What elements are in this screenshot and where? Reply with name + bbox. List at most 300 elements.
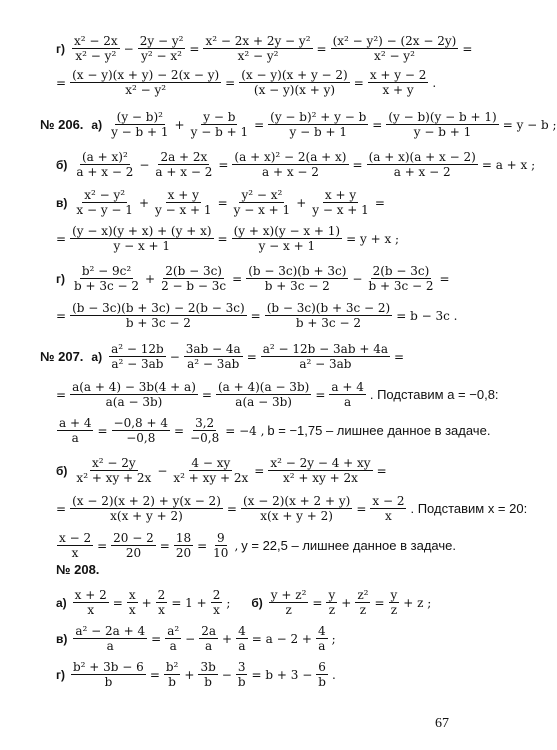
numerator: y [328,588,336,602]
denominator: x² − y² [75,49,117,63]
numerator: (x − y)(x + y − 2) [241,68,348,82]
numerator: (b − 3c)(b + 3c − 2) [266,301,391,315]
numerator: 2 [212,588,221,602]
operator: = [197,538,208,553]
fraction [74,150,135,179]
denominator: b [168,675,176,689]
denominator: 10 [213,546,229,560]
denominator: a + x − 2 [155,165,213,179]
fraction [355,588,370,617]
numerator: x [128,588,136,602]
operator: + [141,595,152,610]
operator: = [174,423,185,438]
denominator: a² − 3ab [187,357,240,371]
fraction [127,588,138,617]
numerator: (x − 2)(x + 2 + y) [242,494,351,508]
denominator: y − b + 1 [190,125,249,139]
denominator: b [104,675,113,689]
denominator: b + 3c − 2 [264,279,330,293]
fraction [189,110,250,139]
fraction [216,380,311,409]
numerator: x² − 2y − 4 + xy [270,456,371,470]
numerator: 20 − 2 [113,531,154,545]
fraction [268,110,368,139]
denominator: z [390,603,398,617]
denominator: x − y − 1 [76,203,133,217]
denominator: b [318,675,326,689]
operator: = [56,387,67,402]
problem-208-heading [56,562,103,577]
math-expression [56,224,399,253]
fraction [70,224,213,253]
explanation-text: y = 22,5 – лишнее данное в задаче. [241,538,456,553]
fraction [165,624,181,653]
problem-207-a-line-2 [56,380,499,409]
problem-205-g-line-1 [56,34,472,63]
operator: = [312,595,323,610]
math-expression [56,301,457,330]
operator: = y + x ; [346,231,400,246]
numerator: b² [165,660,179,674]
fraction [72,264,141,293]
fraction [246,264,348,293]
operator: = [316,41,327,56]
numerator: 18 [175,531,192,545]
item-label: б) [56,157,68,172]
operator: + [222,631,233,646]
denominator: a [106,639,114,653]
numerator: x² − y² [84,188,126,202]
numerator: 3,2 [195,416,215,430]
numerator: (x − 2)(x + 2) + y(x − 2) [72,494,221,508]
numerator: a² − 2a + 4 [75,624,146,638]
operator: − [185,631,196,646]
numerator: (b − 3c)(b + 3c) − 2(b − 3c) [72,301,245,315]
problem-206-b [56,150,535,179]
numerator: −0,8 + 4 [113,416,169,430]
fraction [268,456,372,485]
explanation-text: . Подставим x = 20: [410,501,528,516]
operator: + [296,195,307,210]
fraction [370,494,406,523]
operator: = [254,117,265,132]
fraction [57,416,93,445]
operator: = [201,387,212,402]
operator: = [372,117,383,132]
operator: = [356,501,367,516]
math-expression [73,456,386,485]
fraction [366,264,435,293]
denominator: a(a − 3b) [105,395,163,409]
denominator: a [169,639,177,653]
denominator: a [205,639,213,653]
operator: = [149,667,160,682]
operator: = [232,271,243,286]
denominator: x(x + y + 2) [110,509,183,523]
math-expression [108,342,404,371]
fraction [184,342,243,371]
item-label: г) [56,271,65,286]
item-label: а) [91,349,103,364]
fraction [109,342,166,371]
denominator: b + 3c − 2 [74,279,140,293]
fraction [73,588,109,617]
operator: . [331,667,336,682]
denominator: a [71,431,79,445]
operator: = [217,231,228,246]
fraction [232,150,348,179]
numerator: (b − 3c)(b + 3c) [248,264,347,278]
operator: = [374,595,385,610]
numerator: 3ab − 4a [185,342,241,356]
operator: = [56,501,67,516]
denominator: (x − y)(x + y) [253,83,336,97]
operator: ; [226,595,231,610]
fraction [156,588,168,617]
problem-number: № 206. [40,117,84,132]
denominator: y − b + 1 [413,125,472,139]
operator: = [151,631,162,646]
numerator: x − 2 [372,494,405,508]
denominator: a + x − 2 [76,165,134,179]
denominator: x [385,509,392,523]
denominator: x(x + y + 2) [260,509,333,523]
problem-207-b-line-2 [56,494,527,523]
operator: ; [331,631,336,646]
operator: = [56,75,67,90]
numerator: (a + x)² [82,150,128,164]
item-label: б) [56,463,68,478]
numerator: 3b [200,660,216,674]
operator: = [97,423,108,438]
explanation-text: b = −1,75 – лишнее данное в задаче. [267,423,491,438]
operator: = y − b ; [502,117,557,132]
fraction [153,188,214,217]
numerator: 2y − y² [139,34,184,48]
numerator: a² − 12b − 3ab + 4a [262,342,388,356]
operator: = a − 2 + [251,631,312,646]
fraction [164,660,181,689]
numerator: z² [357,588,369,602]
fraction [72,34,120,63]
operator: + [184,667,195,682]
denominator: z [285,603,292,617]
problem-207-a-line-3 [56,416,490,445]
denominator: −0,8 [190,431,220,445]
numerator: (a + x)(a + x − 2) [368,150,476,164]
operator: − [221,667,232,682]
math-expression [108,110,557,139]
fraction [70,494,223,523]
problem-208-g [56,660,336,689]
numerator: (x − y)(x + y) − 2(x − y) [72,68,220,82]
denominator: z [328,603,336,617]
fraction [153,150,214,179]
math-expression [56,531,456,560]
operator: = [56,231,67,246]
operator: − [352,271,363,286]
operator: , [234,538,239,553]
fraction [310,188,371,217]
denominator: a + x − 2 [393,165,451,179]
problem-207-b-line-3 [56,531,456,560]
operator: = [225,75,236,90]
operator: + [174,117,185,132]
numerator: a + 4 [331,380,364,394]
fraction [70,301,247,330]
denominator: y − x + 1 [258,239,316,253]
denominator: x² + xy + 2x [283,471,358,485]
operator: + [138,195,149,210]
numerator: a² [167,624,180,638]
denominator: x + y [382,83,414,97]
fraction [198,660,217,689]
denominator: b + 3c − 2 [125,316,191,330]
fraction [265,301,393,330]
denominator: x² + xy + 2x [173,471,249,485]
denominator: y − b + 1 [289,125,347,139]
problem-206-v-line-1 [56,188,385,217]
fraction [71,660,146,689]
denominator: x [128,603,136,617]
problem-207-b-line-1 [56,456,387,485]
fraction [211,531,230,560]
operator: = [250,308,261,323]
numerator: x + y − 2 [369,68,427,82]
operator: − [157,463,168,478]
fraction [203,34,312,63]
problem-206-v-line-2 [56,224,399,253]
operator: = [254,463,265,478]
operator: = [159,538,170,553]
operator: + z ; [403,595,432,610]
numerator: 4 [317,624,326,638]
operator: + [341,595,352,610]
item-label: б) [251,595,263,610]
item-label: г) [56,667,65,682]
operator: − [123,41,134,56]
denominator: 20 [125,546,142,560]
fraction [269,588,309,617]
math-expression [56,624,336,653]
operator: = [246,349,257,364]
fraction [70,68,221,97]
operator: = [352,157,363,172]
operator: = [376,463,387,478]
math-expression [56,380,499,409]
numerator: 2(b − 3c) [372,264,430,278]
fraction [331,34,459,63]
fraction [236,660,248,689]
problem-number: № 207. [40,349,84,364]
denominator: y − x + 1 [312,203,369,217]
denominator: −0,8 [126,431,156,445]
fraction [138,34,186,63]
denominator: y − x + 1 [233,203,291,217]
math-expression [56,416,490,445]
denominator: z [359,603,367,617]
numerator: (y + x)(y − x + 1) [233,224,341,238]
fraction [329,380,365,409]
fraction [368,68,429,97]
denominator: x² + xy + 2x [76,471,152,485]
operator: = [462,41,473,56]
fraction [261,342,390,371]
operator: = [112,595,123,610]
denominator: a [344,395,352,409]
fraction [73,624,147,653]
fraction [386,110,498,139]
math-expression [56,660,336,689]
denominator: x [158,603,165,617]
numerator: y [390,588,398,602]
problem-205-g-line-2 [56,68,436,97]
numerator: y − b [203,110,236,124]
math-expression [56,588,431,617]
denominator: a² − 3ab [299,357,352,371]
numerator: 2(b − 3c) [165,264,222,278]
operator: = [374,195,385,210]
math-expression [56,494,527,523]
fraction [232,224,343,253]
fraction [389,588,400,617]
problem-number: № 208. [56,562,100,577]
operator: = [189,41,200,56]
numerator: (y − x)(y + x) + (y + x) [72,224,212,238]
operator: − [169,349,180,364]
numerator: (y − b)² + y − b [270,110,367,124]
item-label: в) [56,631,68,646]
operator: = [97,538,108,553]
operator: = b − 3c . [396,308,458,323]
denominator: a + x − 2 [261,165,319,179]
numerator: x − 2 [59,531,92,545]
operator: = [394,349,405,364]
item-label: г) [56,41,65,56]
denominator: x [213,603,220,617]
operator: = a + x ; [481,157,536,172]
numerator: (a + x)² − 2(a + x) [234,150,347,164]
fraction [109,110,170,139]
problem-206-a [40,110,557,139]
denominator: y² − x² [141,49,182,63]
denominator: a [318,639,326,653]
numerator: 2 [157,588,166,602]
fraction [232,188,293,217]
operator: = [439,271,450,286]
denominator: 20 [175,546,192,560]
denominator: x² − y² [374,49,415,63]
numerator: (a + 4)(a − 3b) [217,380,310,394]
denominator: x² − y² [237,49,279,63]
numerator: 9 [216,531,225,545]
operator: = b + 3 − [251,667,313,682]
numerator: x + y [324,188,357,202]
denominator: x² − y² [125,83,167,97]
operator: = [315,387,326,402]
problem-206-g-line-1 [56,264,450,293]
math-expression [73,188,385,217]
numerator: 3 [237,660,246,674]
operator: = [226,501,237,516]
page-number: 67 [435,716,449,731]
numerator: b² − 9c² [81,264,132,278]
denominator: x [71,546,79,560]
operator: = 1 + [171,595,207,610]
fraction [159,264,228,293]
denominator: 2 − b − 3c [161,279,227,293]
operator: + [145,271,156,286]
math-expression [73,150,535,179]
fraction [236,624,248,653]
numerator: a + 4 [59,416,92,430]
numerator: y + z² [270,588,307,602]
fraction [211,588,223,617]
denominator: b [204,675,212,689]
denominator: b + 3c − 2 [295,316,361,330]
math-expression [71,264,450,293]
numerator: x + 2 [74,588,107,602]
fraction [199,624,218,653]
operator: = −4 , [225,423,265,438]
operator: = [56,308,67,323]
fraction [316,624,328,653]
math-expression [71,34,472,63]
fraction [188,416,221,445]
denominator: x [87,603,95,617]
operator: = [217,195,228,210]
numerator: 2a [201,624,217,638]
problem-206-g-line-2 [56,301,457,330]
numerator: (y − b)² [116,110,163,124]
denominator: y − x + 1 [155,203,212,217]
operator: = [218,157,229,172]
numerator: 6 [318,660,326,674]
denominator: y − x + 1 [113,239,171,253]
operator: − [139,157,150,172]
problem-207-a-line-1 [40,342,404,371]
fraction [239,68,350,97]
fraction [74,188,135,217]
fraction [57,531,93,560]
denominator: b [237,675,246,689]
operator: . [432,75,437,90]
denominator: a [238,639,246,653]
item-label: в) [56,195,68,210]
denominator: a(a − 3b) [235,395,292,409]
numerator: y² − x² [241,188,283,202]
denominator: b + 3c − 2 [368,279,434,293]
fraction [111,531,156,560]
fraction [316,660,328,689]
math-expression [56,68,436,97]
numerator: 4 − xy [191,456,231,470]
explanation-text: . Подставим a = −0,8: [369,387,499,402]
numerator: b² + 3b − 6 [73,660,144,674]
operator: = [353,75,364,90]
fraction [367,150,478,179]
numerator: x + y [167,188,199,202]
fraction [171,456,250,485]
denominator: y − b + 1 [111,125,169,139]
numerator: (x² − y²) − (2x − 2y) [332,34,457,48]
fraction [326,588,337,617]
denominator: a² − 3ab [111,357,164,371]
fraction [241,494,352,523]
problem-208-a-b [56,588,431,617]
numerator: (y − b)(y − b + 1) [388,110,497,124]
problem-208-v [56,624,336,653]
